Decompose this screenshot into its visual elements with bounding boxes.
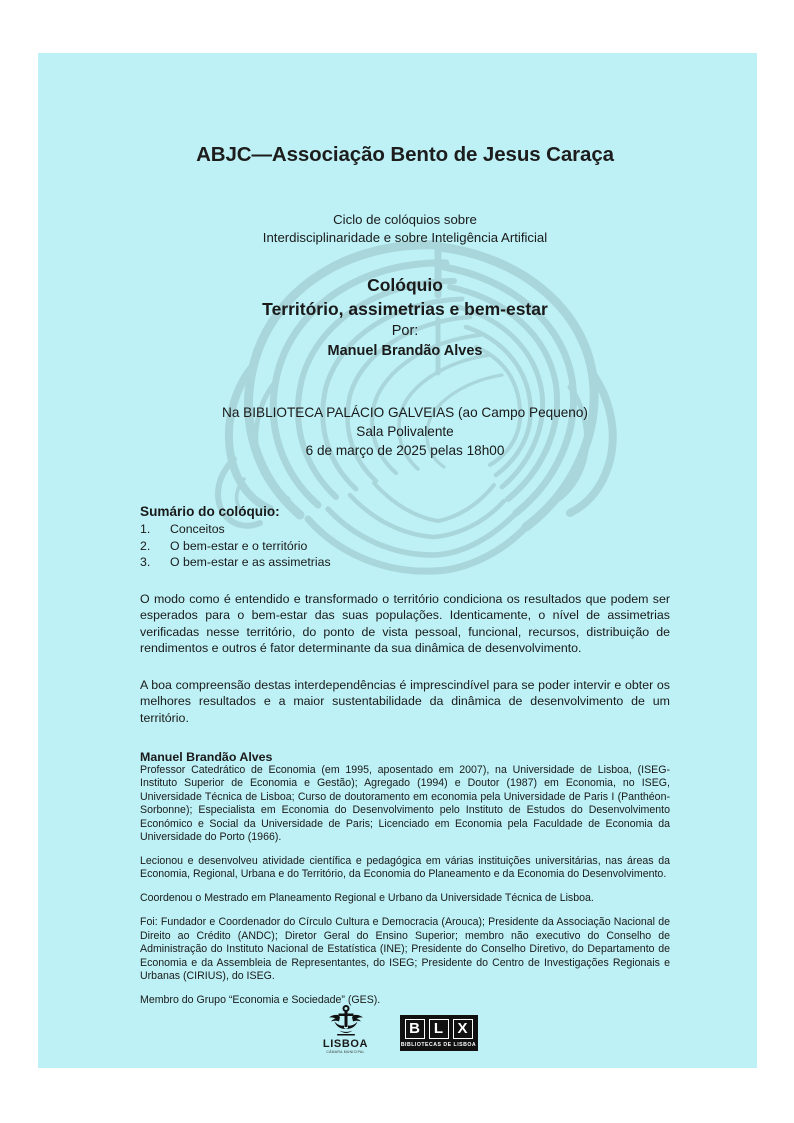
summary-heading: Sumário do colóquio: [140, 504, 280, 519]
cycle-subtitle [140, 211, 670, 246]
abstract-paragraph-2: A boa compreensão destas interdependências é imprescindível para se poder intervir e obter os melhores resultados e a maior sustentabilidade da dinâmica de desenvolvimento de um território. [140, 677, 670, 725]
page-title: ABJC—Associação Bento de Jesus Caraça [196, 143, 614, 166]
lisboa-logo-subtitle: CÂMARA MUNICIPAL [326, 1050, 365, 1054]
list-item-number: 2. [140, 538, 151, 553]
speaker-name: Manuel Brandão Alves [327, 343, 483, 359]
blx-letters [400, 1015, 478, 1042]
venue-block [140, 403, 670, 460]
blx-caption: BIBLIOTECAS DE LISBOA [400, 1042, 478, 1051]
blx-letter-b: B [405, 1019, 425, 1039]
colloquium-block [140, 274, 670, 361]
lisboa-logo-name: LISBOA [322, 1038, 369, 1050]
colloquium-label: Colóquio [367, 275, 443, 295]
bio-paragraph-1: Professor Catedrático de Economia (em 1995, aposentado em 2007), na Universidade de Lisboa, (ISEG-Instituto Superior de Economia e Gestão); Agregado (1994) e Doutor (1987) em Economia, no ISEG, Universidade Técnica de Lisboa; Curso de doutoramento em economia pela Universidade de Paris I (Panthéon-Sorbonne); Especialista em Economia do Desenvolvimento pelo Instituto de Estudos do Desenvolvimento Económico e Social da Universidade de Paris; Licenciado em Economia pela Faculdade de Economia da Universidade do Porto (1966). [140, 764, 670, 844]
cycle-line-2: Interdisciplinaridade e sobre Inteligência Artificial [262, 229, 548, 245]
list-item [140, 538, 670, 555]
abstract-paragraph-1: O modo como é entendido e transformado o território condiciona os resultados que podem ser esperados para o bem-estar das suas populações. Identicamente, o nível de assimetrias verificadas nesse território, do ponto de vista pessoal, funcional, recursos, distribuição de rendimentos e outros é fator determinante da sua dinâmica de desenvolvimento. [140, 591, 670, 655]
venue-datetime: 6 de março de 2025 pelas 18h00 [305, 443, 505, 458]
list-item-number: 1. [140, 522, 151, 536]
list-item-number: 3. [140, 555, 151, 569]
list-item-label: O bem-estar e as assimetrias [170, 555, 331, 569]
cycle-line-1: Ciclo de colóquios sobre [333, 212, 477, 227]
poster-panel [38, 53, 757, 1068]
venue-location: Na BIBLIOTECA PALÁCIO GALVEIAS (ao Campo Pequeno) [222, 405, 588, 420]
bio-paragraph-5: Membro do Grupo “Economia e Sociedade” (GES). [140, 994, 381, 1007]
colloquium-subject: Território, assimetrias e bem-estar [262, 299, 548, 319]
lisboa-logo [318, 1005, 374, 1055]
bio-paragraph-3: Coordenou o Mestrado em Planeamento Regional e Urbano da Universidade Técnica de Lisboa. [140, 892, 594, 905]
poster-content [140, 53, 670, 1018]
venue-room: Sala Polivalente [356, 424, 454, 439]
list-item-label: Conceitos [170, 522, 225, 536]
bio-paragraph-4: Foi: Fundador e Coordenador do Círculo Cultura e Democracia (Arouca); Presidente da Associação Nacional de Direito ao Crédito (ANDC); Diretor Geral do Ensino Superior; membro não executivo do Conselho de Administração do Instituto Nacional de Estatística (INE); Presidente do Conselho Diretivo, do Departamento de Economia e da Assembleia de Representantes, do ISEG; Presidente do Centro de Investigações Regionais e Urbanas (CIRIUS), do ISEG. [140, 916, 670, 983]
bio-name: Manuel Brandão Alves [140, 750, 273, 764]
list-item [140, 554, 670, 571]
bio-paragraph-2: Lecionou e desenvolveu atividade científica e pedagógica em várias instituições universitárias, nas áreas da Economia, Regional, Urbana e do Território, da Economia do Planeamento e da Economia do Desenvolvimento. [140, 855, 670, 881]
lisbon-coat-of-arms-icon [318, 1005, 374, 1037]
summary-list [140, 521, 670, 571]
by-label: Por: [391, 323, 419, 339]
list-item-label: O bem-estar e o território [170, 538, 308, 553]
logo-row [38, 1005, 757, 1055]
blx-letter-l: L [429, 1019, 449, 1039]
list-item [140, 521, 670, 538]
blx-letter-x: X [453, 1019, 473, 1039]
blx-logo [400, 1015, 478, 1051]
